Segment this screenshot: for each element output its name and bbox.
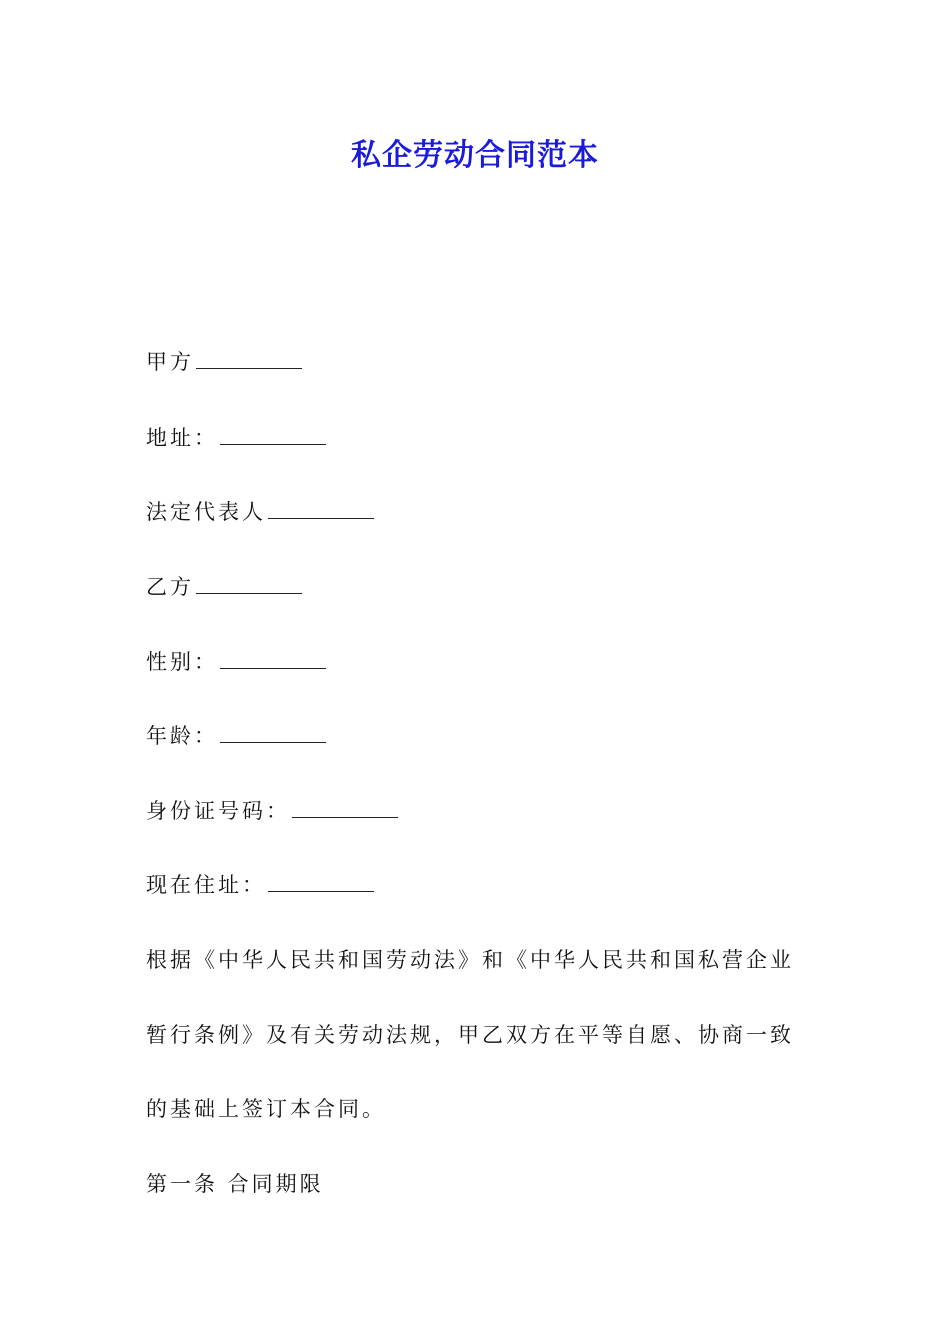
legal-representative-blank — [268, 498, 374, 519]
gender-field — [146, 646, 326, 676]
current-address-field — [146, 869, 374, 899]
legal-representative-field — [146, 496, 374, 526]
article-1-heading: 第一条 合同期限 — [146, 1172, 324, 1196]
gender-blank — [220, 648, 326, 669]
party-a-blank — [196, 348, 302, 369]
current-address-blank — [268, 871, 374, 892]
address-blank — [220, 424, 326, 445]
age-field — [146, 720, 326, 750]
current-address-label: 现在住址： — [146, 873, 266, 897]
age-blank — [220, 722, 326, 743]
party-b-blank — [196, 573, 302, 594]
id-number-blank — [292, 797, 398, 818]
address-field — [146, 422, 326, 452]
address-label: 地址： — [146, 426, 218, 450]
party-b-label: 乙方 — [146, 575, 194, 599]
body-line-1: 根据《中华人民共和国劳动法》和《中华人民共和国私营企业 — [146, 948, 794, 972]
party-a-label: 甲方 — [146, 350, 194, 374]
gender-label: 性别： — [146, 650, 218, 674]
party-b-field — [146, 571, 302, 601]
id-number-label: 身份证号码： — [146, 799, 290, 823]
document-title: 私企劳动合同范本 — [351, 138, 599, 173]
body-line-2: 暂行条例》及有关劳动法规，甲乙双方在平等自愿、协商一致 — [146, 1023, 794, 1047]
party-a-field — [146, 346, 302, 376]
body-line-3: 的基础上签订本合同。 — [146, 1097, 386, 1121]
id-number-field — [146, 795, 398, 825]
age-label: 年龄： — [146, 724, 218, 748]
legal-representative-label: 法定代表人 — [146, 500, 266, 524]
